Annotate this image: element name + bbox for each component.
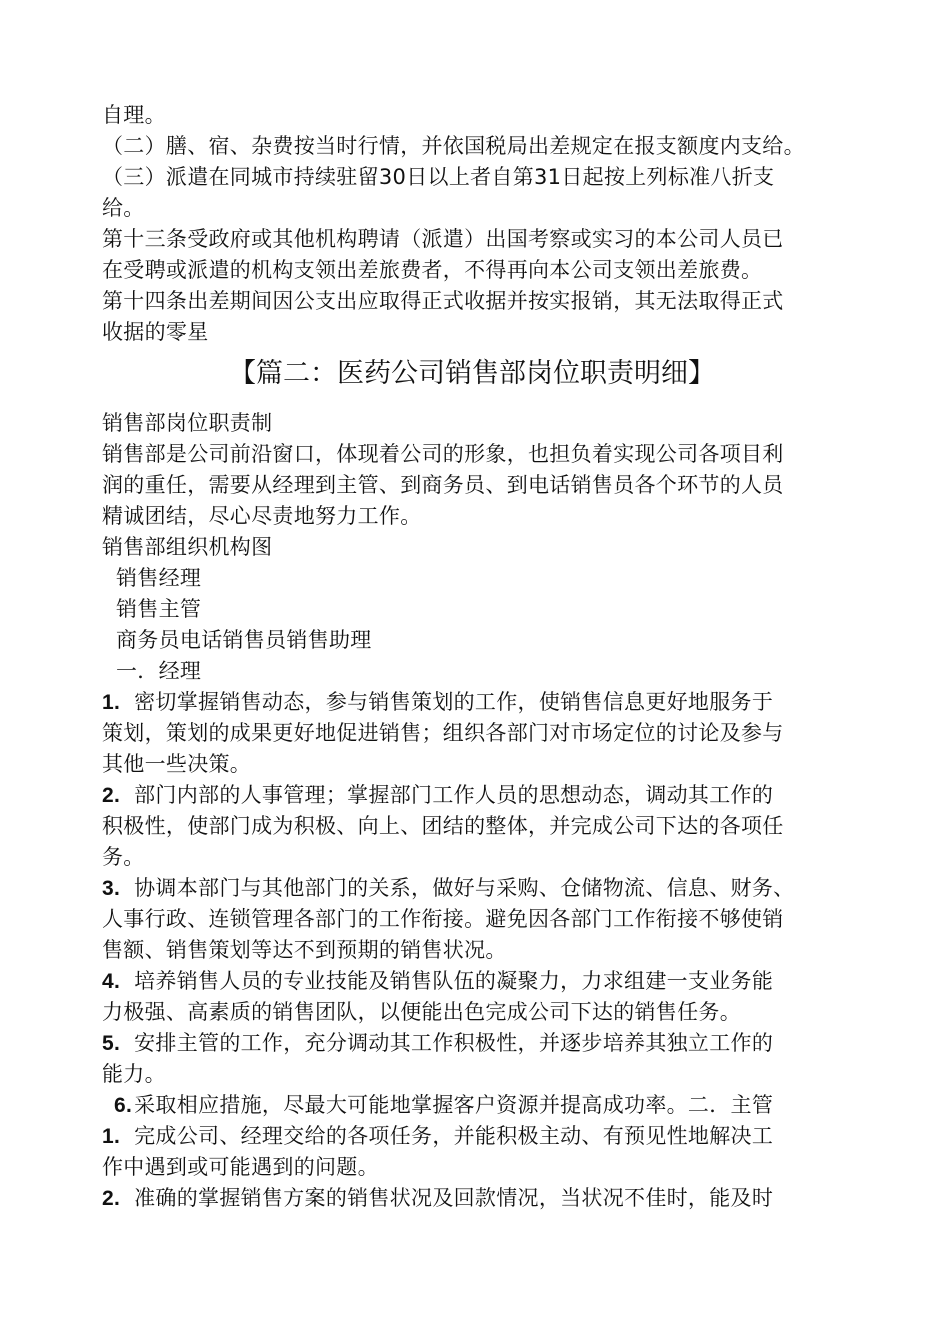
list-item [102, 904, 862, 935]
item-text: 力极强、高素质的销售团队，以便能出色完成公司下达的销售任务。 [102, 1000, 741, 1024]
list-item [102, 966, 862, 997]
text-line: 第十四条出差期间因公支出应取得正式收据并按实报销，其无法取得正式 [102, 289, 784, 313]
item-text: 密切掌握销售动态，参与销售策划的工作，使销售信息更好地服务于 [134, 690, 774, 714]
text-line: 润的重任，需要从经理到主管、到商务员、到电话销售员各个环节的人员 [102, 473, 784, 497]
item-text: 积极性，使部门成为积极、向上、团结的整体，并完成公司下达的各项任 [102, 814, 784, 838]
item-number: 3. [102, 877, 121, 900]
duties-list [102, 687, 862, 1214]
list-item [102, 935, 862, 966]
text-line: 自理。 [102, 103, 166, 127]
text-line: 在受聘或派遣的机构支领出差旅费者，不得再向本公司支领出差旅费。 [102, 258, 763, 282]
list-item [102, 997, 862, 1028]
text-line: 精诚团结，尽心尽责地努力工作。 [102, 504, 422, 528]
list-item [102, 1028, 862, 1059]
list-item [102, 749, 862, 780]
org-structure [102, 563, 862, 687]
item-number: 2. [102, 1187, 121, 1210]
item-text: 务。 [102, 845, 145, 869]
item-number: 6. [114, 1094, 133, 1117]
section-title: 【篇二：医药公司销售部岗位职责明细】 [229, 358, 715, 389]
list-item [102, 780, 862, 811]
org-line: 一．经理 [116, 659, 202, 683]
document-page [102, 100, 862, 1214]
list-item [102, 842, 862, 873]
org-line: 商务员电话销售员销售助理 [116, 628, 372, 652]
part2-block [102, 408, 862, 563]
text-line: 销售部岗位职责制 [102, 411, 273, 435]
org-line: 销售主管 [116, 597, 202, 621]
item-text: 作中遇到或可能遇到的问题。 [102, 1155, 379, 1179]
item-text: 采取相应措施，尽最大可能地掌握客户资源并提高成功率。二．主管 [134, 1093, 774, 1117]
list-item [102, 718, 862, 749]
list-item [102, 687, 862, 718]
item-text: 安排主管的工作，充分调动其工作积极性，并逐步培养其独立工作的 [134, 1031, 774, 1055]
item-text: 售额、销售策划等达不到预期的销售状况。 [102, 938, 507, 962]
item-text: 人事行政、连锁管理各部门的工作衔接。避免因各部门工作衔接不够使销 [102, 907, 784, 931]
item-text: 培养销售人员的专业技能及销售队伍的凝聚力，力求组建一支业务能 [134, 969, 774, 993]
item-text: 能力。 [102, 1062, 166, 1086]
org-line: 销售经理 [116, 566, 202, 590]
item-text: 策划，策划的成果更好地促进销售；组织各部门对市场定位的讨论及参与 [102, 721, 784, 745]
part1-block [102, 100, 862, 348]
item-text: 部门内部的人事管理；掌握部门工作人员的思想动态，调动其工作的 [134, 783, 774, 807]
item-number: 4. [102, 970, 121, 993]
item-number: 1. [102, 691, 121, 714]
text-line: 收据的零星 [102, 320, 209, 344]
text-line: （三）派遣在同城市持续驻留30日以上者自第31日起按上列标准八折支 [102, 165, 775, 189]
text-line: 销售部是公司前沿窗口，体现着公司的形象，也担负着实现公司各项目利 [102, 442, 784, 466]
item-text: 其他一些决策。 [102, 752, 252, 776]
text-line: 给。 [102, 196, 145, 220]
list-item [102, 873, 862, 904]
list-item [102, 1183, 862, 1214]
list-item [102, 1059, 862, 1090]
item-text: 完成公司、经理交给的各项任务，并能积极主动、有预见性地解决工 [134, 1124, 774, 1148]
text-line: （二）膳、宿、杂费按当时行情，并依国税局出差规定在报支额度内支给。 [102, 134, 805, 158]
item-text: 协调本部门与其他部门的关系，做好与采购、仓储物流、信息、财务、 [134, 876, 795, 900]
list-item [102, 1121, 862, 1152]
text-line: 销售部组织机构图 [102, 535, 273, 559]
item-number: 5. [102, 1032, 121, 1055]
list-item [102, 1090, 862, 1121]
text-line: 第十三条受政府或其他机构聘请（派遣）出国考察或实习的本公司人员已 [102, 227, 784, 251]
item-number: 1. [102, 1125, 121, 1148]
item-number: 2. [102, 784, 121, 807]
item-text: 准确的掌握销售方案的销售状况及回款情况，当状况不佳时，能及时 [134, 1186, 774, 1210]
list-item [102, 1152, 862, 1183]
list-item [102, 811, 862, 842]
